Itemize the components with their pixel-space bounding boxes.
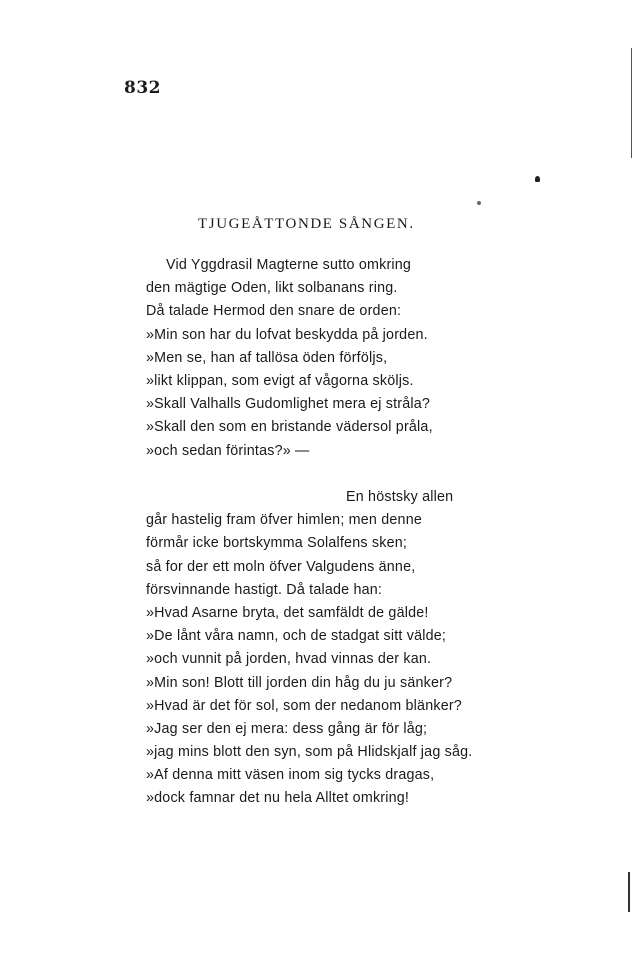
verse-line: Vid Yggdrasil Magterne sutto omkring: [166, 257, 412, 273]
verse-line: den mägtige Oden, likt solbanans ring.: [146, 280, 398, 297]
verse-line: »dock famnar det nu hela Alltet omkring!: [146, 790, 410, 807]
stanza-1: [146, 254, 433, 463]
verse-line: »De lånt våra namn, och de stadgat sitt välde;: [146, 628, 447, 645]
page-edge-line: [631, 48, 632, 158]
verse-line: så for der ett moln öfver Valgudens änne,: [146, 558, 416, 575]
stanza-2: [146, 486, 472, 811]
verse-line: En höstsky allen: [346, 489, 454, 505]
verse-line: »likt klippan, som evigt af vågorna sköljs.: [146, 372, 414, 389]
ink-speck: [477, 201, 481, 205]
page-edge-line: [628, 872, 630, 912]
verse-line: »jag mins blott den syn, som på Hlidskjalf jag såg.: [146, 744, 473, 761]
verse-line: »Skall Valhalls Gudomlighet mera ej stråla?: [146, 396, 431, 413]
verse-line: försvinnande hastigt. Då talade han:: [146, 581, 383, 598]
verse-line: »Skall den som en bristande vädersol pråla,: [146, 419, 433, 436]
verse-line: »Hvad Asarne bryta, det samfäldt de gälde!: [146, 604, 429, 621]
verse-line: »Jag ser den ej mera: dess gång är för låg;: [146, 720, 428, 737]
verse-line: »Af denna mitt väsen inom sig tycks dragas,: [146, 767, 435, 784]
verse-line: »Hvad är det för sol, som der nedanom blänker?: [146, 697, 462, 714]
song-title: TJUGEÅTTONDE SÅNGEN.: [198, 216, 415, 232]
verse-line: »Min son har du lofvat beskydda på jorden.: [146, 326, 428, 343]
verse-line: »och vunnit på jorden, hvad vinnas der kan.: [146, 651, 432, 668]
verse-line: »Min son! Blott till jorden din håg du ju sänker?: [146, 674, 453, 691]
verse-line: Då talade Hermod den snare de orden:: [146, 303, 402, 320]
verse-line: »Men se, han af tallösa öden förföljs,: [146, 349, 388, 366]
verse-line: förmår icke bortskymma Solalfens sken;: [146, 535, 408, 552]
ink-speck: [535, 176, 540, 182]
verse-line: »och sedan förintas?» —: [146, 442, 310, 459]
verse-line: går hastelig fram öfver himlen; men denne: [146, 512, 423, 529]
page-number: 832: [124, 78, 161, 98]
